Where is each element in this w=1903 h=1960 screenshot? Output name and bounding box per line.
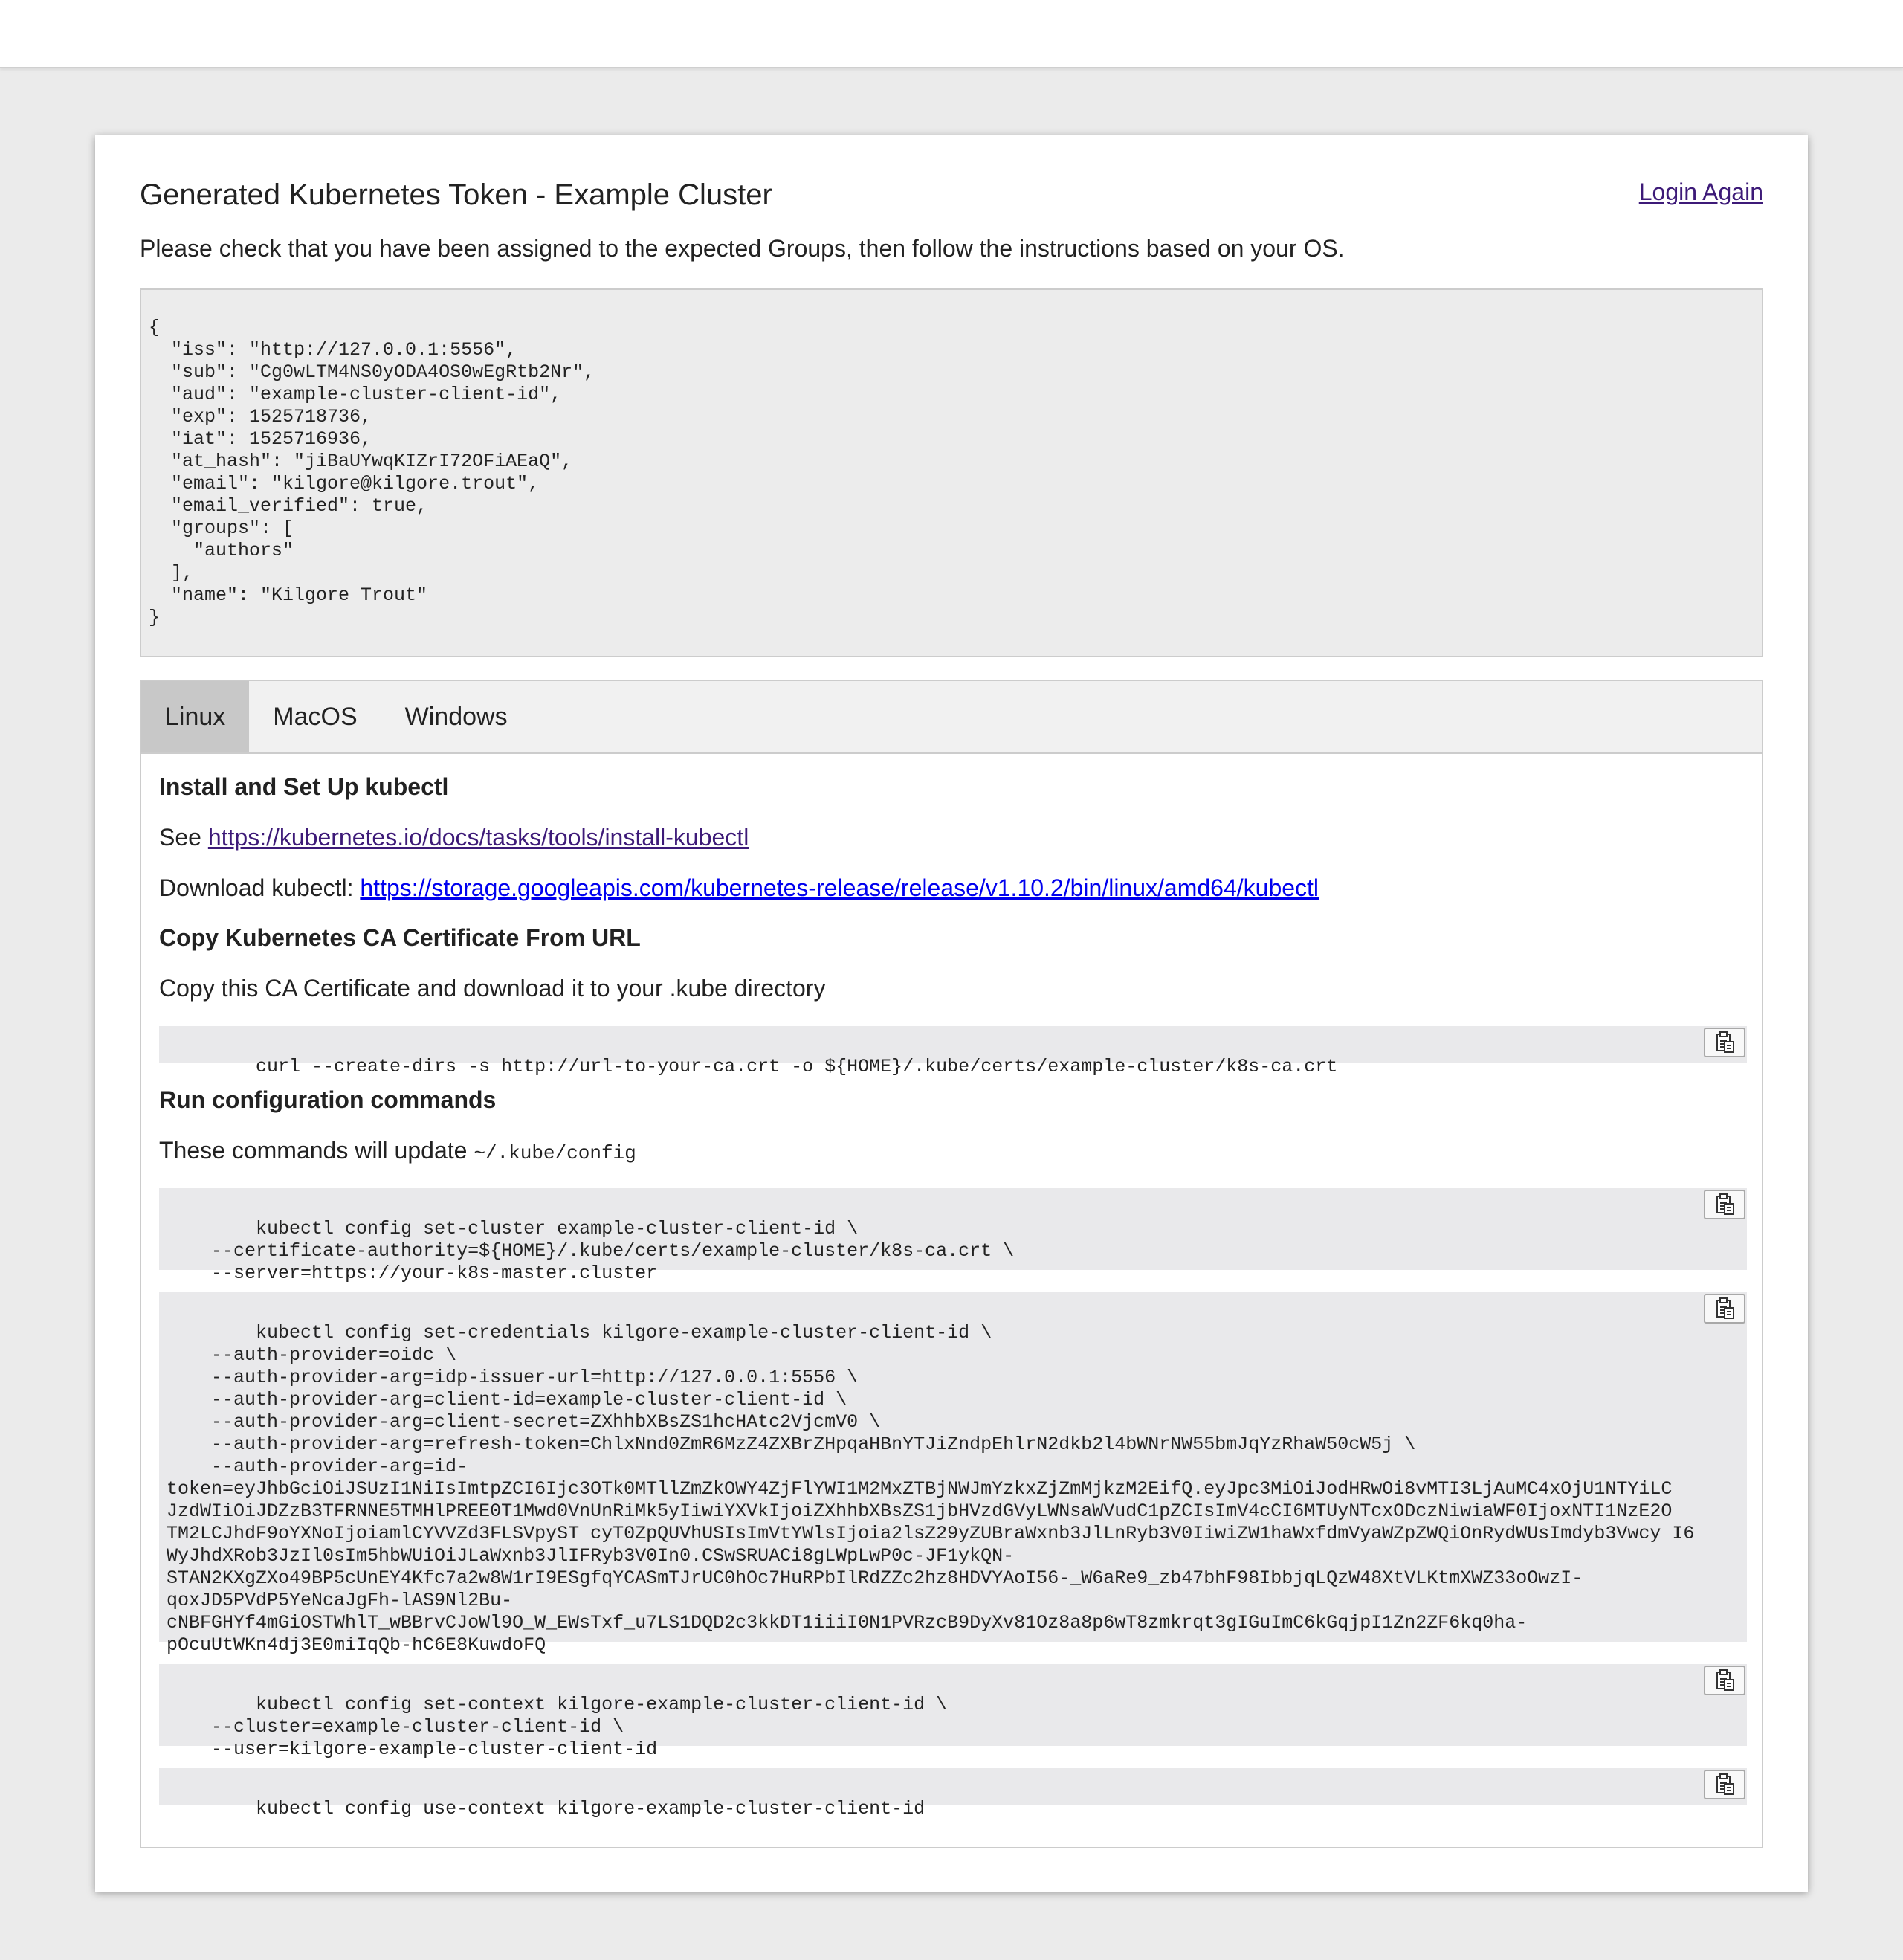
copy-button[interactable]: [1704, 1294, 1745, 1324]
os-tabs: [140, 680, 1763, 1848]
copy-button[interactable]: [1704, 1190, 1745, 1219]
instructions-text: Please check that you have been assigned to the expected Groups, then follow the instructions based on your OS.: [140, 235, 1345, 262]
clipboard-icon: [1714, 1669, 1735, 1692]
download-kubectl-link[interactable]: https://storage.googleapis.com/kubernetes-release/release/v1.10.2/bin/linux/amd64/kubectl: [360, 874, 1319, 901]
set-credentials-command: kubectl config set-credentials kilgore-example-cluster-client-id \ --auth-provider=oidc \ --auth-provider-arg=idp-issuer-url=http://127.0.0.1:5556 \ --auth-provider-arg=client-id=example-cluster-client-id \ --auth-provider-arg=client-secret=ZXhhbXBsZS1hcHAtc2VjcmV0 \ --auth-provider-arg=refresh-token=ChlxNnd0ZmR6MzZ4ZXBrZHpqaHBnYTJiZndpEhlrN2dkb2l4bWNrNW55bmJqYzRhaW50cW5j \ --auth-provider-arg=id- token=eyJhbGciOiJSUzI1NiIsImtpZCI6Ijc3OTk0MTllZmZkOWY4ZjFlYWI1M2MxZTBjNWJmYzkxZjZmMjkzM2EifQ.eyJpc3MiOiJodHRwOi8vMTI3LjAuMC4xOjU1NTYiLC JzdWIiOiJDZzB3TFRNNE5TMHlPREE0T1Mwd0VnUnRiMk5yIiwiYXVkIjoiZXhhbXBsZS1jbHVzdGVyLWNsaWVudC1pZCIsImV4cCI6MTUyNTcxODczNiwiaWF0IjoxNTI1NzE2O TM2LCJhdF9oYXNoIjoiamlCYVVZd3FLSVpyST cyT0ZpQUVhUSIsImVtYWlsIjoia2lsZ29yZUBraWxnb3JlLnRyb3V0IiwiZW1haWxfdmVyaWZpZWQiOnRydWUsImdyb3Vwcy I6 WyJhdXRob3JzIl0sIm5hbWUiOiJLaWxnb3JlIFRyb3V0In0.CSwSRUACi8gLWpLwP0c-JF1ykQN- STAN2KXgZXo49BP5cUnEY4Kfc7a2w8W1rI9ESgfqYCASmTJrUC0hOc7HuRPbIlRdZZc2hz8HDVYAoI56-_W6aRe9_zb47bhF98IbbjqLQzW48XtVLKtmXWZ33oOwzI- qoxJD5PVdP5YeNcaJgFh-lAS9Nl2Bu- cNBFGHYf4mGiOSTWhlT_wBBrvCJoWl9O_W_EWsTxf_u7LS1DQD2c3kkDT1iiiI0N1PVRzcB9DyXv81Oz8a8p6wT8zmkrqt3gIGuImC6kGqjpI1Zn2ZF6kq0ha- pOcuUtWKn4dj3E0miIqQb-hC6E8KuwdoFQ: [167, 1322, 1695, 1656]
tab-macos[interactable]: MacOS: [273, 703, 358, 731]
page-title: Generated Kubernetes Token - Example Cluster: [140, 178, 772, 211]
ca-command-text: curl --create-dirs -s http://url-to-your-ca.crt -o ${HOME}/.kube/certs/example-cluster/k8s-ca.crt: [256, 1056, 1338, 1077]
copy-button[interactable]: [1704, 1666, 1745, 1695]
set-credentials-block: [159, 1292, 1747, 1656]
see-docs-line: [159, 824, 749, 851]
copy-button[interactable]: [1704, 1770, 1745, 1799]
ca-cert-heading: Copy Kubernetes CA Certificate From URL: [159, 924, 641, 951]
tab-bar: [141, 681, 1762, 754]
id-token-claims: { "iss": "http://127.0.0.1:5556", "sub": "Cg0wLTM4NS0yODA4OS0wEgRtb2Nr", "aud": "example-cluster-client-id", "exp": 1525718736, "iat": 1525716936, "at_hash": "jiBaUYwqKIZrI72OFiAEaQ", "email": "kilgore@kilgore.trout", "email_verified": true, "groups": [ "authors" ], "name": "Kilgore Trout" }: [140, 288, 1763, 657]
use-context-block: [159, 1768, 1747, 1819]
tab-windows[interactable]: Windows: [404, 703, 508, 731]
clipboard-icon: [1714, 1031, 1735, 1054]
set-cluster-command: kubectl config set-cluster example-cluster-client-id \ --certificate-authority=${HOME}/.kube/certs/example-cluster/k8s-ca.crt \ --server=https://your-k8s-master.cluster: [211, 1218, 1015, 1284]
download-prefix: Download kubectl:: [159, 874, 361, 901]
tab-linux[interactable]: Linux: [141, 681, 249, 752]
login-again-link[interactable]: Login Again: [1638, 178, 1763, 205]
config-commands-heading: Run configuration commands: [159, 1086, 497, 1113]
see-prefix: See: [159, 824, 208, 851]
kube-config-path: ~/.kube/config: [474, 1142, 636, 1164]
token-card: [95, 135, 1808, 1892]
clipboard-icon: [1714, 1193, 1735, 1216]
set-context-block: [159, 1664, 1747, 1760]
clipboard-icon: [1714, 1773, 1735, 1796]
ca-command-block: [159, 1026, 1747, 1077]
ca-cert-text: Copy this CA Certificate and download it to your .kube directory: [159, 975, 826, 1002]
set-cluster-block: [159, 1188, 1747, 1284]
top-bar: [0, 0, 1903, 68]
use-context-command: kubectl config use-context kilgore-example-cluster-client-id: [256, 1798, 925, 1819]
clipboard-icon: [1714, 1297, 1735, 1320]
download-kubectl-line: [159, 874, 1319, 902]
install-kubectl-heading: Install and Set Up kubectl: [159, 773, 449, 800]
copy-button[interactable]: [1704, 1028, 1745, 1057]
install-docs-link[interactable]: https://kubernetes.io/docs/tasks/tools/install-kubectl: [207, 824, 749, 851]
set-context-command: kubectl config set-context kilgore-example-cluster-client-id \ --cluster=example-cluster-client-id \ --user=kilgore-example-cluster-client-id: [211, 1694, 948, 1760]
config-text: These commands will update: [159, 1137, 474, 1164]
config-commands-text: [159, 1137, 636, 1164]
